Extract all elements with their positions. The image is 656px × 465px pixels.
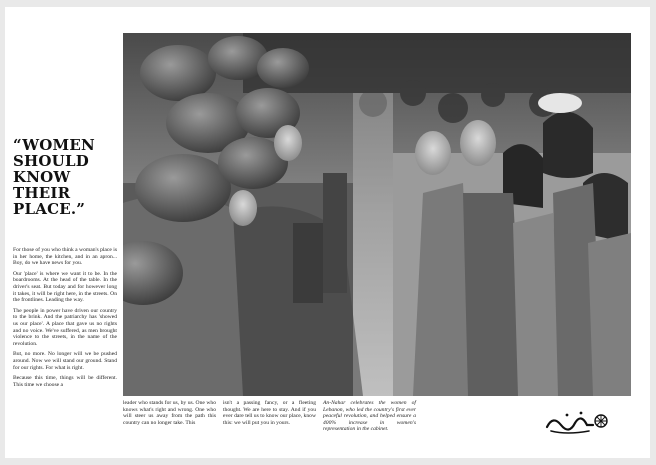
headline-line-5: PLACE.” [13, 200, 86, 218]
paragraph: isn't a passing fancy, or a fleeting thought. We are here to stay. And if you ever dare tell us to know our place, know this: we will put you in yours. [223, 400, 316, 426]
paragraph: The people in power have driven our country to the brink. And the patriarchy has 'showed us our place'. A place that gave us no rights and no voice. We've suffered, as men brought violence to the streets, in the name of the revolution. [13, 307, 117, 347]
headline-line-1: “WOMEN [13, 136, 95, 154]
paragraph: Because this time, things will be different. This time we choose a [13, 375, 117, 388]
paragraph: For those of you who think a woman's place is in her home, the kitchen, and in an apron... Boy, do we have news for you. [13, 247, 118, 267]
paragraph: Our 'place' is where we want it to be. In the boardrooms. At the head of the table. In the driver's seat. But today and for however long it takes, it will be right here, in the streets. On the frontlines. Leading the way. [13, 270, 117, 304]
headline-line-3: KNOW [13, 168, 71, 186]
an-nahar-logo-icon [543, 407, 613, 437]
ad-page [5, 7, 650, 458]
tagline-column [323, 400, 416, 437]
paragraph: But, no more. No longer will we be pushed around. Now we will stand our ground. Stand for our rights. For what is right. [13, 351, 117, 371]
photo-illustration [123, 33, 631, 396]
an-nahar-logo-icon [543, 407, 613, 437]
headline [13, 137, 121, 217]
soldiers-facing-women-protesters-photo [123, 33, 631, 396]
tagline: An-Nahar celebrates the women of Lebanon, who led the country's first ever peaceful revolution, and helped ensure a 400% increase in women's representation in the cabinet. [323, 400, 416, 433]
body-column-3 [223, 400, 316, 430]
body-column-2 [123, 400, 216, 430]
paragraph: leader who stands for us, by us. One who knows what's right and wrong. One who will steer us away from the path this country can no longer take. This [123, 400, 216, 426]
headline-line-4: THEIR [13, 184, 71, 202]
headline-line-2: SHOULD [13, 152, 89, 170]
body-column-1 [13, 247, 117, 392]
